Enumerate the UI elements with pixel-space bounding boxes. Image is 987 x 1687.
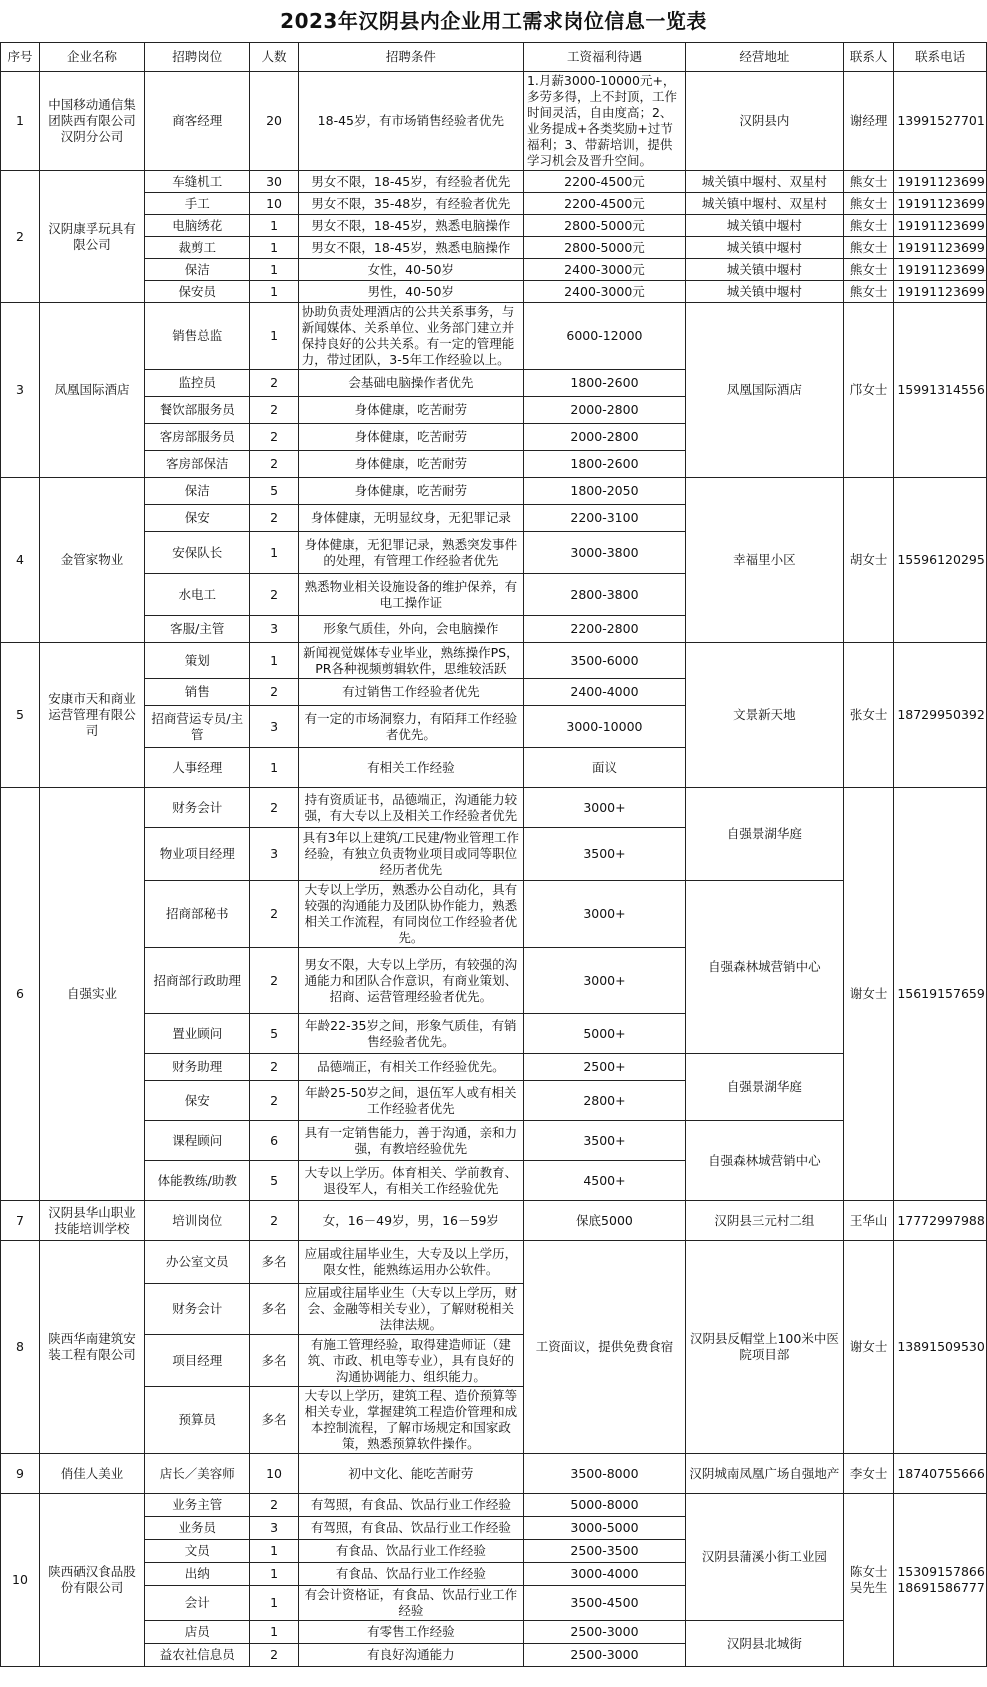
- cell-cond: 女性，40-50岁: [298, 259, 523, 281]
- cell-pay: 3000-5000: [523, 1517, 685, 1540]
- cell-post: 手工: [145, 193, 250, 215]
- cell-phone: 15619157659: [894, 788, 987, 1201]
- cell-contact: 胡女士: [843, 478, 894, 643]
- cell-num: 2: [250, 397, 298, 424]
- table-row: [1, 215, 987, 237]
- cell-cond: 身体健康，吃苦耐劳: [298, 478, 523, 505]
- cell-contact: 熊女士: [843, 215, 894, 237]
- table-row: [1, 1454, 987, 1494]
- cell-post: 文员: [145, 1540, 250, 1563]
- cell-company: 陕西华南建筑安装工程有限公司: [39, 1241, 144, 1454]
- cell-cond: 有驾照，有食品、饮品行业工作经验: [298, 1494, 523, 1517]
- cell-post: 监控员: [145, 370, 250, 397]
- cell-post: 客房部保洁: [145, 451, 250, 478]
- cell-pay: 3000+: [523, 948, 685, 1014]
- cell-pay: 3500-8000: [523, 1454, 685, 1494]
- cell-post: 人事经理: [145, 748, 250, 788]
- cell-cond: 有食品、饮品行业工作经验: [298, 1563, 523, 1586]
- cell-num: 2: [250, 881, 298, 948]
- cell-cond: 有过销售工作经验者优先: [298, 679, 523, 706]
- cell-cond: 男女不限，18-45岁，熟悉电脑操作: [298, 237, 523, 259]
- cell-company: 陕西硒汉食品股份有限公司: [39, 1494, 144, 1667]
- cell-num: 3: [250, 1517, 298, 1540]
- cell-pay: 2200-4500元: [523, 193, 685, 215]
- cell-pay: 面议: [523, 748, 685, 788]
- cell-num: 1: [250, 1586, 298, 1621]
- cell-contact: 陈女士 吴先生: [843, 1494, 894, 1667]
- cell-cond: 男性，40-50岁: [298, 281, 523, 303]
- cell-pay: 2000-2800: [523, 424, 685, 451]
- cell-num: 10: [250, 1454, 298, 1494]
- cell-num: 2: [250, 788, 298, 828]
- table-row: [1, 1054, 987, 1081]
- cell-pay: 2800-3800: [523, 574, 685, 616]
- cell-pay: 1800-2600: [523, 451, 685, 478]
- cell-addr: 城关镇中堰村: [685, 215, 843, 237]
- cell-contact: 熊女士: [843, 171, 894, 193]
- cell-num: 2: [250, 679, 298, 706]
- cell-phone: 19191123699: [894, 259, 987, 281]
- cell-pay: 2500-3500: [523, 1540, 685, 1563]
- cell-seq: 3: [1, 303, 40, 478]
- cell-company: 自强实业: [39, 788, 144, 1201]
- cell-contact: 熊女士: [843, 193, 894, 215]
- cell-cond: 具有3年以上建筑/工民建/物业管理工作经验，有独立负责物业项目或同等职位经历者优先: [298, 828, 523, 881]
- cell-cond: 具有一定销售能力，善于沟通，亲和力强，有教培经验优先: [298, 1121, 523, 1161]
- cell-addr: 汉阴县蒲溪小街工业园: [685, 1494, 843, 1621]
- cell-contact: 谢女士: [843, 1241, 894, 1454]
- cell-post: 裁剪工: [145, 237, 250, 259]
- table-row: [1, 237, 987, 259]
- cell-post: 益农社信息员: [145, 1644, 250, 1667]
- cell-num: 1: [250, 215, 298, 237]
- cell-pay: 3000-4000: [523, 1563, 685, 1586]
- cell-pay: 3500-6000: [523, 643, 685, 679]
- cell-seq: 9: [1, 1454, 40, 1494]
- cell-company: 汉阴县华山职业技能培训学校: [39, 1201, 144, 1241]
- cell-pay: 2400-4000: [523, 679, 685, 706]
- header-num: 人数: [250, 43, 298, 72]
- cell-post: 财务会计: [145, 1284, 250, 1335]
- cell-seq: 4: [1, 478, 40, 643]
- cell-num: 多名: [250, 1335, 298, 1387]
- table-row: [1, 1241, 987, 1284]
- cell-cond: 有食品、饮品行业工作经验: [298, 1540, 523, 1563]
- cell-pay: 4500+: [523, 1161, 685, 1201]
- cell-post: 财务助理: [145, 1054, 250, 1081]
- cell-contact: 李女士: [843, 1454, 894, 1494]
- cell-cond: 大专以上学历。体育相关、学前教育、退役军人，有相关工作经验优先: [298, 1161, 523, 1201]
- cell-cond: 熟悉物业相关设施设备的维护保养，有电工操作证: [298, 574, 523, 616]
- job-table: [0, 42, 987, 1667]
- cell-addr: 自强景湖华庭: [685, 788, 843, 881]
- cell-num: 1: [250, 237, 298, 259]
- table-row: [1, 478, 987, 505]
- cell-post: 保洁: [145, 259, 250, 281]
- cell-seq: 8: [1, 1241, 40, 1454]
- cell-cond: 有会计资格证，有食品、饮品行业工作经验: [298, 1586, 523, 1621]
- cell-cond: 有一定的市场洞察力，有陌拜工作经验者优先。: [298, 706, 523, 748]
- cell-cond: 大专以上学历，建筑工程、造价预算等相关专业，掌握建筑工程造价管理和成本控制流程，了解市场规定和国家政策，熟悉预算软件操作。: [298, 1387, 523, 1454]
- cell-cond: 身体健康，吃苦耐劳: [298, 451, 523, 478]
- cell-cond: 持有资质证书，品德端正，沟通能力较强，有大专以上及相关工作经验者优先: [298, 788, 523, 828]
- cell-pay: 5000+: [523, 1014, 685, 1054]
- cell-post: 会计: [145, 1586, 250, 1621]
- cell-num: 1: [250, 643, 298, 679]
- cell-post: 项目经理: [145, 1335, 250, 1387]
- cell-seq: 10: [1, 1494, 40, 1667]
- cell-company: 俏佳人美业: [39, 1454, 144, 1494]
- cell-contact: 谢女士: [843, 788, 894, 1201]
- cell-cond: 男女不限，18-45岁，有经验者优先: [298, 171, 523, 193]
- cell-cond: 身体健康，无明显纹身，无犯罪记录: [298, 505, 523, 532]
- cell-addr: 汉阴县北城街: [685, 1621, 843, 1667]
- cell-post: 招商部秘书: [145, 881, 250, 948]
- cell-pay: 2500-3000: [523, 1644, 685, 1667]
- cell-contact: 熊女士: [843, 237, 894, 259]
- cell-post: 店员: [145, 1621, 250, 1644]
- cell-pay: 6000-12000: [523, 303, 685, 370]
- cell-contact: 熊女士: [843, 281, 894, 303]
- cell-num: 2: [250, 574, 298, 616]
- cell-pay: 2200-4500元: [523, 171, 685, 193]
- cell-pay: 2500+: [523, 1054, 685, 1081]
- cell-addr: 城关镇中堰村、双星村: [685, 171, 843, 193]
- header-seq: 序号: [1, 43, 40, 72]
- cell-pay: 2800-5000元: [523, 215, 685, 237]
- cell-addr: 自强森林城营销中心: [685, 1121, 843, 1201]
- cell-post: 办公室文员: [145, 1241, 250, 1284]
- cell-post: 保安: [145, 1081, 250, 1121]
- table-row: [1, 281, 987, 303]
- cell-cond: 年龄25-50岁之间，退伍军人或有相关工作经验者优先: [298, 1081, 523, 1121]
- cell-num: 2: [250, 451, 298, 478]
- cell-num: 1: [250, 532, 298, 574]
- cell-num: 2: [250, 1201, 298, 1241]
- cell-addr: 汉阴县三元村二组: [685, 1201, 843, 1241]
- cell-num: 1: [250, 1563, 298, 1586]
- cell-post: 水电工: [145, 574, 250, 616]
- cell-phone: 13991527701: [894, 72, 987, 171]
- cell-post: 客服/主管: [145, 616, 250, 643]
- cell-addr: 汉阴县内: [685, 72, 843, 171]
- cell-phone: 15309157866 18691586777: [894, 1494, 987, 1667]
- cell-pay: 2400-3000元: [523, 281, 685, 303]
- cell-post: 物业项目经理: [145, 828, 250, 881]
- cell-seq: 7: [1, 1201, 40, 1241]
- cell-phone: 18729950392: [894, 643, 987, 788]
- cell-cond: 协助负责处理酒店的公共关系事务，与新闻媒体、关系单位、业务部门建立并保持良好的公共关系。有一定的管理能力，带过团队，3-5年工作经验以上。: [298, 303, 523, 370]
- cell-phone: 19191123699: [894, 215, 987, 237]
- header-post: 招聘岗位: [145, 43, 250, 72]
- cell-phone: 13891509530: [894, 1241, 987, 1454]
- cell-phone: 19191123699: [894, 193, 987, 215]
- cell-num: 1: [250, 748, 298, 788]
- cell-cond: 有零售工作经验: [298, 1621, 523, 1644]
- cell-post: 保洁: [145, 478, 250, 505]
- cell-cond: 有良好沟通能力: [298, 1644, 523, 1667]
- cell-post: 业务员: [145, 1517, 250, 1540]
- cell-post: 预算员: [145, 1387, 250, 1454]
- cell-post: 销售: [145, 679, 250, 706]
- cell-pay: 3500-4500: [523, 1586, 685, 1621]
- cell-cond: 女，16－49岁，男，16－59岁: [298, 1201, 523, 1241]
- cell-pay: 2200-3100: [523, 505, 685, 532]
- cell-company: 凤凰国际酒店: [39, 303, 144, 478]
- cell-num: 1: [250, 1540, 298, 1563]
- cell-addr: 幸福里小区: [685, 478, 843, 643]
- cell-post: 培训岗位: [145, 1201, 250, 1241]
- table-row: [1, 259, 987, 281]
- table-row: [1, 1121, 987, 1161]
- cell-pay: 工资面议，提供免费食宿: [523, 1241, 685, 1454]
- cell-cond: 有施工管理经验，取得建造师证（建筑、市政、机电等专业），具有良好的沟通协调能力、组织能力。: [298, 1335, 523, 1387]
- header-cond: 招聘条件: [298, 43, 523, 72]
- cell-contact: 王华山: [843, 1201, 894, 1241]
- cell-num: 2: [250, 1081, 298, 1121]
- table-row: [1, 881, 987, 948]
- cell-post: 销售总监: [145, 303, 250, 370]
- cell-pay: 保底5000: [523, 1201, 685, 1241]
- cell-num: 多名: [250, 1387, 298, 1454]
- cell-phone: 15596120295: [894, 478, 987, 643]
- cell-addr: 城关镇中堰村、双星村: [685, 193, 843, 215]
- cell-contact: 邝女士: [843, 303, 894, 478]
- cell-pay: 2800-5000元: [523, 237, 685, 259]
- cell-phone: 15991314556: [894, 303, 987, 478]
- cell-pay: 2000-2800: [523, 397, 685, 424]
- cell-num: 30: [250, 171, 298, 193]
- cell-cond: 有相关工作经验: [298, 748, 523, 788]
- cell-num: 2: [250, 370, 298, 397]
- table-header-row: [1, 43, 987, 72]
- table-row: [1, 788, 987, 828]
- cell-num: 2: [250, 1054, 298, 1081]
- cell-cond: 形象气质佳，外向，会电脑操作: [298, 616, 523, 643]
- cell-cond: 品德端正，有相关工作经验优先。: [298, 1054, 523, 1081]
- table-row: [1, 1494, 987, 1517]
- cell-num: 2: [250, 948, 298, 1014]
- header-contact: 联系人: [843, 43, 894, 72]
- cell-post: 安保队长: [145, 532, 250, 574]
- cell-cond: 男女不限，大专以上学历，有较强的沟通能力和团队合作意识，有商业策划、招商、运营管理经验者优先。: [298, 948, 523, 1014]
- cell-seq: 1: [1, 72, 40, 171]
- cell-company: 汉阴康孚玩具有限公司: [39, 171, 144, 303]
- cell-num: 1: [250, 1621, 298, 1644]
- cell-pay: 5000-8000: [523, 1494, 685, 1517]
- cell-addr: 文景新天地: [685, 643, 843, 788]
- cell-num: 1: [250, 281, 298, 303]
- table-row: [1, 303, 987, 370]
- cell-phone: 19191123699: [894, 171, 987, 193]
- cell-cond: 应届或往届毕业生（大专以上学历，财会、金融等相关专业），了解财税相关法律法规。: [298, 1284, 523, 1335]
- page-title: 2023年汉阴县内企业用工需求岗位信息一览表: [280, 9, 707, 33]
- cell-pay: 2400-3000元: [523, 259, 685, 281]
- cell-company: 中国移动通信集团陕西有限公司汉阴分公司: [39, 72, 144, 171]
- cell-post: 财务会计: [145, 788, 250, 828]
- table-row: [1, 72, 987, 171]
- table-row: [1, 193, 987, 215]
- cell-post: 保安: [145, 505, 250, 532]
- cell-post: 招商营运专员/主管: [145, 706, 250, 748]
- cell-phone: 18740755666: [894, 1454, 987, 1494]
- cell-num: 1: [250, 303, 298, 370]
- table-row: [1, 1621, 987, 1644]
- cell-pay: 3500+: [523, 1121, 685, 1161]
- cell-seq: 5: [1, 643, 40, 788]
- cell-post: 电脑绣花: [145, 215, 250, 237]
- cell-cond: 身体健康，吃苦耐劳: [298, 397, 523, 424]
- cell-num: 3: [250, 616, 298, 643]
- cell-addr: 自强森林城营销中心: [685, 881, 843, 1054]
- cell-pay: 3500+: [523, 828, 685, 881]
- cell-seq: 6: [1, 788, 40, 1201]
- cell-cond: 18-45岁，有市场销售经验者优先: [298, 72, 523, 171]
- cell-post: 招商部行政助理: [145, 948, 250, 1014]
- cell-post: 商客经理: [145, 72, 250, 171]
- table-row: [1, 171, 987, 193]
- cell-post: 保安员: [145, 281, 250, 303]
- cell-post: 出纳: [145, 1563, 250, 1586]
- cell-addr: 城关镇中堰村: [685, 281, 843, 303]
- cell-post: 店长／美容师: [145, 1454, 250, 1494]
- cell-pay: 1800-2050: [523, 478, 685, 505]
- cell-pay: 2800+: [523, 1081, 685, 1121]
- cell-cond: 应届或往届毕业生，大专及以上学历，限女性，能熟练运用办公软件。: [298, 1241, 523, 1284]
- cell-post: 课程顾问: [145, 1121, 250, 1161]
- cell-num: 1: [250, 259, 298, 281]
- cell-num: 5: [250, 478, 298, 505]
- cell-cond: 初中文化、能吃苦耐劳: [298, 1454, 523, 1494]
- cell-contact: 谢经理: [843, 72, 894, 171]
- cell-num: 20: [250, 72, 298, 171]
- cell-pay: 3000-10000: [523, 706, 685, 748]
- cell-pay: 2500-3000: [523, 1621, 685, 1644]
- cell-pay: 1.月薪3000-10000元+，多劳多得，上不封顶，工作时间灵活，自由度高；2、业务提成+各类奖励+过节福利；3、带薪培训，提供学习机会及晋升空间。: [523, 72, 685, 171]
- cell-phone: 17772997988: [894, 1201, 987, 1241]
- cell-phone: 19191123699: [894, 281, 987, 303]
- cell-addr: 城关镇中堰村: [685, 237, 843, 259]
- cell-cond: 男女不限，18-45岁，熟悉电脑操作: [298, 215, 523, 237]
- cell-post: 业务主管: [145, 1494, 250, 1517]
- cell-addr: 汉阴县反帽堂上100米中医院项目部: [685, 1241, 843, 1454]
- cell-company: 金管家物业: [39, 478, 144, 643]
- cell-num: 多名: [250, 1284, 298, 1335]
- cell-cond: 有驾照，有食品、饮品行业工作经验: [298, 1517, 523, 1540]
- cell-pay: 3000+: [523, 881, 685, 948]
- cell-num: 2: [250, 1644, 298, 1667]
- cell-num: 6: [250, 1121, 298, 1161]
- cell-num: 多名: [250, 1241, 298, 1284]
- cell-num: 10: [250, 193, 298, 215]
- table-row: [1, 643, 987, 679]
- cell-num: 2: [250, 505, 298, 532]
- cell-num: 3: [250, 706, 298, 748]
- header-company: 企业名称: [39, 43, 144, 72]
- cell-cond: 年龄22-35岁之间，形象气质佳，有销售经验者优先。: [298, 1014, 523, 1054]
- cell-post: 车缝机工: [145, 171, 250, 193]
- cell-cond: 男女不限，35-48岁，有经验者优先: [298, 193, 523, 215]
- cell-num: 2: [250, 1494, 298, 1517]
- table-row: [1, 1201, 987, 1241]
- cell-addr: 自强景湖华庭: [685, 1054, 843, 1121]
- cell-num: 3: [250, 828, 298, 881]
- cell-contact: 张女士: [843, 643, 894, 788]
- cell-num: 5: [250, 1014, 298, 1054]
- cell-cond: 大专以上学历，熟悉办公自动化，具有较强的沟通能力及团队协作能力，熟悉相关工作流程，有同岗位工作经验者优先。: [298, 881, 523, 948]
- cell-contact: 熊女士: [843, 259, 894, 281]
- cell-addr: 城关镇中堰村: [685, 259, 843, 281]
- cell-cond: 身体健康，吃苦耐劳: [298, 424, 523, 451]
- header-addr: 经营地址: [685, 43, 843, 72]
- cell-company: 安康市天和商业运营管理有限公司: [39, 643, 144, 788]
- cell-post: 策划: [145, 643, 250, 679]
- cell-pay: 3000-3800: [523, 532, 685, 574]
- cell-pay: 3000+: [523, 788, 685, 828]
- cell-cond: 会基础电脑操作者优先: [298, 370, 523, 397]
- cell-post: 餐饮部服务员: [145, 397, 250, 424]
- cell-addr: 凤凰国际酒店: [685, 303, 843, 478]
- cell-addr: 汉阴城南凤凰广场自强地产: [685, 1454, 843, 1494]
- cell-cond: 身体健康，无犯罪记录，熟悉突发事件的处理，有管理工作经验者优先: [298, 532, 523, 574]
- cell-num: 5: [250, 1161, 298, 1201]
- cell-pay: 2200-2800: [523, 616, 685, 643]
- cell-post: 置业顾问: [145, 1014, 250, 1054]
- header-pay: 工资福利待遇: [523, 43, 685, 72]
- cell-num: 2: [250, 424, 298, 451]
- cell-post: 体能教练/助教: [145, 1161, 250, 1201]
- cell-pay: 1800-2600: [523, 370, 685, 397]
- header-phone: 联系电话: [894, 43, 987, 72]
- cell-cond: 新闻视觉媒体专业毕业，熟练操作PS，PR各种视频剪辑软件，思维较活跃: [298, 643, 523, 679]
- cell-seq: 2: [1, 171, 40, 303]
- cell-post: 客房部服务员: [145, 424, 250, 451]
- cell-phone: 19191123699: [894, 237, 987, 259]
